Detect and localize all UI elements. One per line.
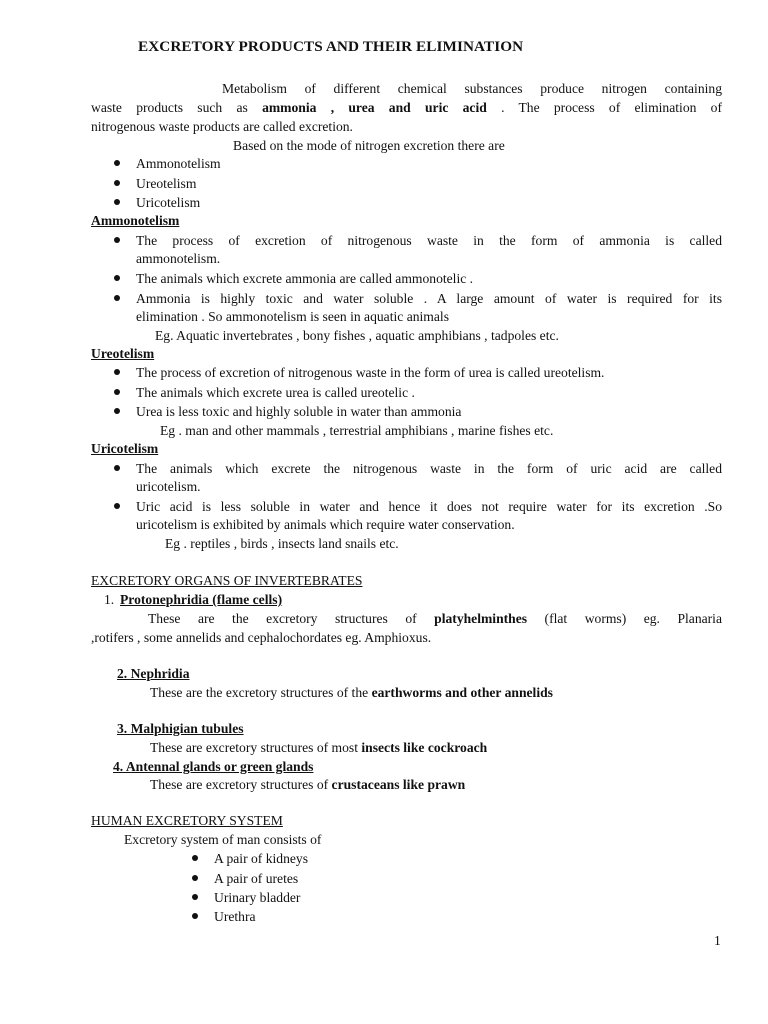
uricotelism-point-2: Uric acid is less soluble in water and hence it does not require water for its excretion .So [136, 499, 722, 514]
human-organ-item: A pair of kidneys [214, 851, 309, 866]
section-heading-ureotelism: Ureotelism [91, 346, 155, 361]
bullet-icon [114, 503, 120, 509]
ammonotelism-point-1: The process of excretion of nitrogenous waste in the form of ammonia is called [136, 233, 722, 248]
human-organ-item: Urethra [214, 909, 256, 924]
human-organ-item: A pair of uretes [214, 871, 299, 886]
page-number: 1 [714, 933, 721, 948]
bullet-icon [114, 160, 120, 166]
intro-line-3: nitrogenous waste products are called excretion. [91, 119, 353, 134]
page-title: EXCRETORY PRODUCTS AND THEIR ELIMINATION [138, 38, 524, 55]
bullet-icon [114, 237, 120, 243]
ammonotelism-point-3: Ammonia is highly toxic and water soluble . A large amount of water is required for its [136, 291, 722, 306]
ureotelism-point-1: The process of excretion of nitrogenous waste in the form of urea is called ureotelism. [136, 365, 605, 380]
organ-4-desc: These are excretory structures of crustaceans like prawn [150, 777, 466, 792]
bullet-icon [114, 180, 120, 186]
section-heading-ammonotelism: Ammonotelism [91, 213, 180, 228]
bullet-icon [114, 199, 120, 205]
ureotelism-example: Eg . man and other mammals , terrestrial amphibians , marine fishes etc. [160, 423, 554, 438]
organ-1-number: 1. [104, 592, 115, 607]
ammonotelism-point-1-cont: ammonotelism. [136, 251, 221, 266]
organ-1-title: Protonephridia (flame cells) [120, 592, 283, 607]
organ-1-desc: These are the excretory structures of platyhelminthes (flat worms) eg. Planaria [148, 611, 722, 626]
human-organ-item: Urinary bladder [214, 890, 301, 905]
section-heading-uricotelism: Uricotelism [91, 441, 159, 456]
bullet-icon [114, 408, 120, 414]
organ-2-desc: These are the excretory structures of the earthworms and other annelids [150, 685, 553, 700]
intro-line-1: Metabolism of different chemical substances produce nitrogen containing [222, 81, 722, 96]
bullet-icon [114, 275, 120, 281]
uricotelism-point-1: The animals which excrete the nitrogenous waste in the form of uric acid are called [136, 461, 722, 476]
bullet-icon [114, 295, 120, 301]
bullet-icon [192, 875, 198, 881]
intro-line-2: waste products such as ammonia , urea and uric acid . The process of elimination of [91, 100, 722, 115]
ammonotelism-point-3-cont: elimination . So ammonotelism is seen in aquatic animals [136, 309, 449, 324]
mode-item: Ammonotelism [136, 156, 221, 171]
ammonotelism-example: Eg. Aquatic invertebrates , bony fishes , aquatic amphibians , tadpoles etc. [155, 328, 559, 343]
bullet-icon [114, 389, 120, 395]
section-heading-invertebrates: EXCRETORY ORGANS OF INVERTEBRATES [91, 573, 363, 588]
organ-3-desc: These are excretory structures of most insects like cockroach [150, 740, 488, 755]
mode-item: Uricotelism [136, 195, 201, 210]
mode-item: Ureotelism [136, 176, 197, 191]
ureotelism-point-2: The animals which excrete urea is called ureotelic . [136, 385, 415, 400]
intro-line-4: Based on the mode of nitrogen excretion there are [233, 138, 505, 153]
bullet-icon [192, 894, 198, 900]
ureotelism-point-3: Urea is less toxic and highly soluble in water than ammonia [136, 404, 462, 419]
human-intro: Excretory system of man consists of [124, 832, 322, 847]
ammonotelism-point-2: The animals which excrete ammonia are called ammonotelic . [136, 271, 474, 286]
bullet-icon [192, 855, 198, 861]
organ-1-desc-cont: ,rotifers , some annelids and cephalochordates eg. Amphioxus. [91, 630, 432, 645]
organ-3-title: 3. Malphigian tubules [117, 721, 244, 736]
organ-2-title: 2. Nephridia [117, 666, 190, 681]
organ-4-title: 4. Antennal glands or green glands [113, 759, 314, 774]
uricotelism-example: Eg . reptiles , birds , insects land snails etc. [165, 536, 399, 551]
bullet-icon [114, 369, 120, 375]
bullet-icon [192, 913, 198, 919]
bullet-icon [114, 465, 120, 471]
section-heading-human: HUMAN EXCRETORY SYSTEM [91, 813, 283, 828]
uricotelism-point-2-cont: uricotelism is exhibited by animals which require water conservation. [136, 517, 515, 532]
uricotelism-point-1-cont: uricotelism. [136, 479, 201, 494]
